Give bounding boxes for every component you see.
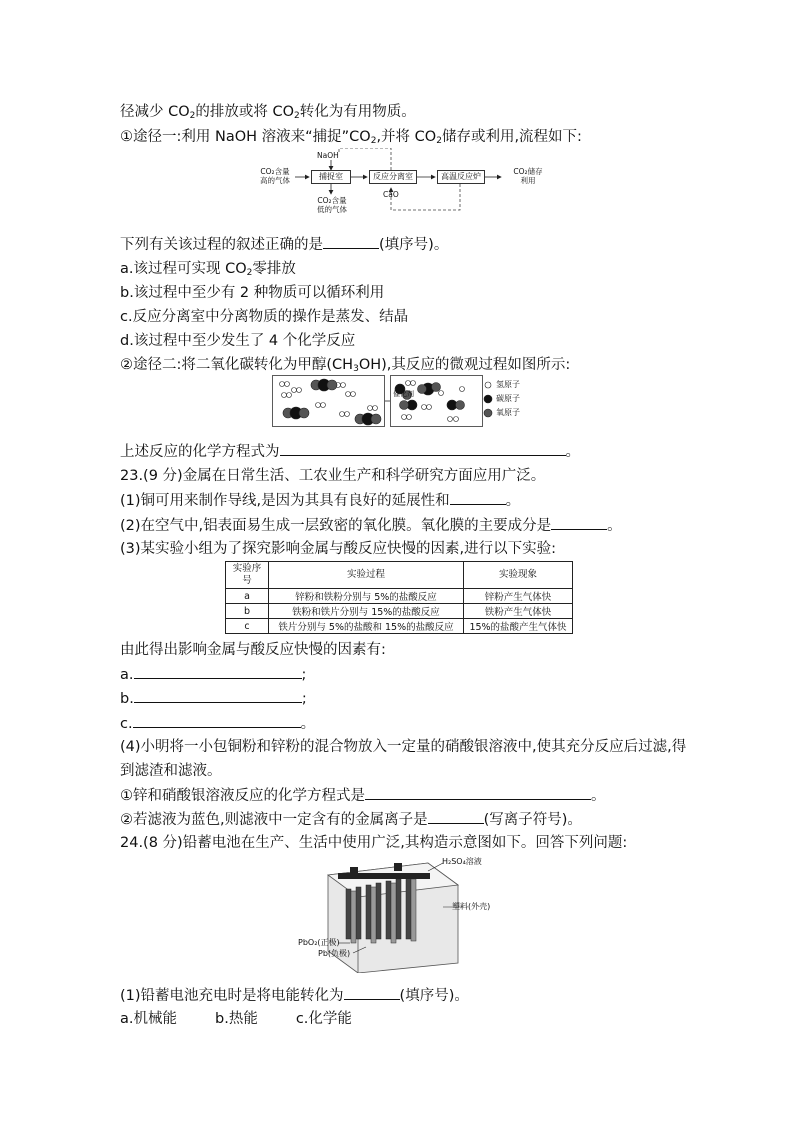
flow-low-label-2: 低的气体 [317,205,347,214]
q23-p4-line2: 到滤渣和滤液。 [120,763,222,779]
q23-p4-q2-blank[interactable] [428,809,484,824]
factor-a [120,664,306,685]
q24-option-b: b.热能 [215,1011,258,1027]
table-cell: a [226,589,269,604]
q24-title: 24.(8 分)铅蓄电池在生产、生活中使用广泛,其构造示意图如下。回答下列问题: [120,835,628,851]
table-cell: 锌粉和铁粉分别与 5%的盐酸反应 [269,589,464,604]
route1-line: ①途径一:利用 NaOH 溶液来“捕捉$”CO_2$,并将 $CO_2$储存或利用,流程如下: [120,129,582,146]
factor-b-end: ; [301,691,307,707]
route1-question-tail: (填序号)。 [379,237,449,253]
factor-a-label: a. [120,667,134,683]
intro-text-2: 的排放或将 CO [195,104,295,120]
option-b: b.该过程中至少有 2 种物质可以循环利用 [120,285,385,301]
table-cell: 铁粉产生气体快 [464,604,573,619]
q24-p1 [120,985,469,1006]
factor-b [120,688,307,709]
factor-c-end: 。 [300,716,316,732]
factor-c-label: c. [120,716,133,732]
table-header-cell: 实验序号 [226,562,269,589]
route1-text-c: 储存或利用,流程如下: [441,129,582,145]
battery-shell-label: 塑料(外壳) [452,902,491,911]
flow-naoh-label: NaOH [317,151,339,160]
q24-p1-text: (1)铅蓄电池充电时是将电能转化为 [120,988,344,1004]
equation-line [120,441,580,462]
equation-prompt: 上述反应的化学方程式为 [120,444,280,460]
table-cell: 铁粉和铁片分别与 15%的盐酸反应 [269,604,464,619]
q23-p3: (3)某实验小组为了探究影响金属与酸反应快慢的因素,进行以下实验: [120,541,557,557]
equation-period: 。 [565,444,580,460]
legend-oxygen: 氧原子 [496,408,520,417]
option-c: c.反应分离室中分离物质的操作是蒸发、结晶 [120,309,409,325]
q24-option-a: a.机械能 [120,1011,177,1027]
battery-pbo2-label: PbO₂(正极) [298,938,340,947]
table-row [226,604,573,619]
catalyst-label: 催化剂 [393,390,414,398]
battery-h2so4-label: H₂SO₄溶液 [442,857,482,866]
q23-p2-text: (2)在空气中,铝表面易生成一层致密的氧化膜。氧化膜的主要成分是 [120,518,552,534]
table-header-row [226,562,573,589]
table-cell: 15%的盐酸产生气体快 [464,619,573,634]
legend-hydrogen: 氢原子 [496,380,520,389]
factor-c [120,713,315,734]
q23-title: 23.(9 分)金属在日常生活、工农业生产和科学研究方面应用广泛。 [120,468,546,484]
intro-text-3: 转化为有用物质。 [299,104,416,120]
flow-output-label [505,167,551,185]
experiment-table [225,561,573,634]
flow-low-label-1: CO₂含量 [317,196,347,205]
q24-p1-blank[interactable] [344,985,400,1000]
table-header-cell: 实验过程 [269,562,464,589]
factor-c-blank[interactable] [133,713,301,728]
table-cell: 锌粉产生气体快 [464,589,573,604]
route2-line: ②途径二:将二氧化碳转化为甲醇$(CH_3OH)$,其反应的微观过程如图所示: [120,357,571,374]
table-cell: 铁片分别与 5%的盐酸和 15%的盐酸反应 [269,619,464,634]
route1-text-b: ,并将 CO [376,129,437,145]
q23-p4-q2-tail: (写离子符号)。 [483,812,582,828]
route1-text-a: ①途径一:利用 NaOH 溶液来“捕捉”CO [120,129,371,145]
flow-output-label-1: CO₂储存 [513,167,543,176]
q23-p4-q1-text: ①锌和硝酸银溶液反应的化学方程式是 [120,788,365,804]
q23-p2-blank[interactable] [551,515,607,530]
flow-input-label-2: 高的气体 [260,176,290,185]
route2-text-b: OH),其反应的微观过程如图所示: [358,357,571,373]
q23-p4-line1: (4)小明将一小包铜粉和锌粉的混合物放入一定量的硝酸银溶液中,使其充分反应后过滤,得 [120,739,687,755]
intro-text-1: 径减少 CO [120,104,190,120]
q23-p1-text: (1)铜可用来制作导线,是因为其具有良好的延展性和 [120,493,450,509]
route1-question [120,234,448,255]
flow-output-label-2: 利用 [520,176,536,185]
route1-question-text: 下列有关该过程的叙述正确的是 [120,237,323,253]
table-row [226,589,573,604]
flow-cao-label: CaO [383,190,399,199]
co2-capture-flow-diagram [255,148,555,220]
intro-line: 径减少 $CO_2$的排放或将 $CO_2$转化为有用物质。 [120,104,416,121]
q23-p1-blank[interactable] [450,490,506,505]
q23-p4-q1: ①锌和硝酸银溶液反应的化学方程式是 。 [120,785,606,806]
equation-blank[interactable] [280,441,566,456]
q23-p4-q2-text: ②若滤液为蓝色,则滤液中一定含有的金属离子是 [120,812,428,828]
flow-input-label-1: CO₂含量 [260,167,290,176]
molecule-diagram [272,375,592,429]
q23-conclusion: 由此得出影响金属与酸反应快慢的因素有: [120,642,386,658]
battery-pb-label: Pb(负极) [318,949,351,958]
factor-a-blank[interactable] [134,664,302,679]
factor-b-label: b. [120,691,134,707]
q23-p2: (2)在空气中,铝表面易生成一层致密的氧化膜。氧化膜的主要成分是 。 [120,515,622,536]
answer-blank[interactable] [323,234,379,249]
option-d: d.该过程中至少发生了 4 个化学反应 [120,333,356,349]
option-a-text: a.该过程可实现 CO [120,261,247,277]
flow-input-label [255,167,295,185]
micro-process-diagram [272,375,592,429]
flow-low-co2-label [313,196,351,214]
legend-carbon: 碳原子 [496,394,520,403]
factor-b-blank[interactable] [134,688,302,703]
route2-text: ②途径二:将二氧化碳转化为甲醇(CH [120,357,354,373]
table-row [226,619,573,634]
flow-box-furnace: 高温反应炉 [437,170,485,184]
q23-p1: (1)铜可用来制作导线,是因为其具有良好的延展性和 。 [120,490,520,511]
q24-p1-tail: (填序号)。 [399,988,469,1004]
table-cell: c [226,619,269,634]
option-a-tail: 零排放 [252,261,296,277]
q23-p4-q2 [120,809,582,830]
flow-box-separation: 反应分离室 [369,170,417,184]
q23-p4-q1-blank[interactable] [365,785,591,800]
option-a: a.该过程可实现 $CO_2$零排放 [120,261,296,278]
table-header-cell: 实验现象 [464,562,573,589]
q24-options [120,1009,352,1029]
factor-a-end: ; [301,667,307,683]
lead-battery-diagram [298,855,508,973]
flow-box-capture: 捕捉室 [311,170,351,184]
table-cell: b [226,604,269,619]
q24-option-c: c.化学能 [295,1011,352,1027]
